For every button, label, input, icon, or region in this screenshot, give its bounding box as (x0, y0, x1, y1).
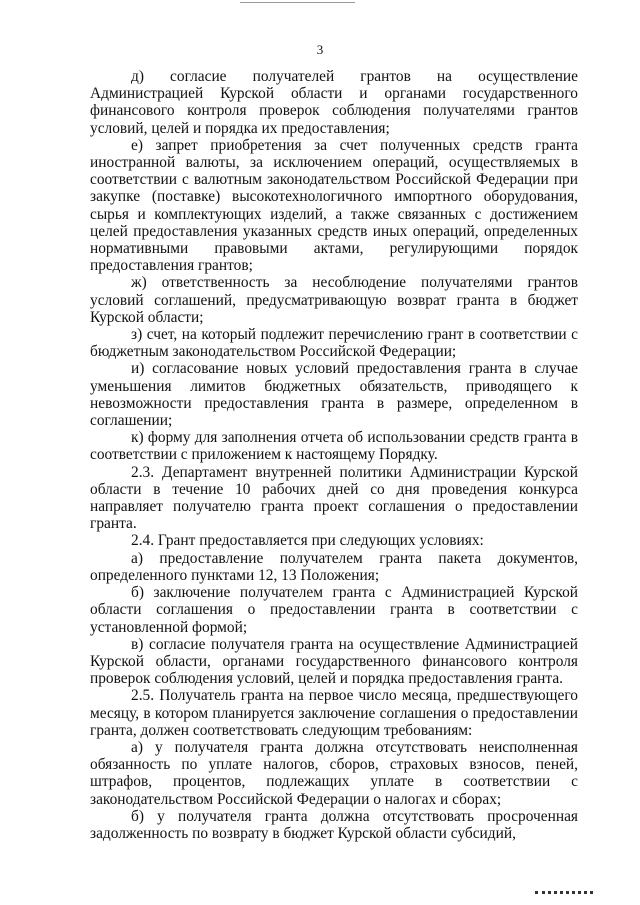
paragraph-d: д) согласие получателей грантов на осуществление Администрацией Курской области и органами государственного финансового контроля проверок соблюдения получателями грантов условий, целей и порядка их предоставления; (90, 68, 578, 137)
bottom-edge-mark (535, 891, 593, 894)
paragraph-2-4-a: а) предоставление получателем гранта пакета документов, определенного пунктами 12, 13 Положения; (90, 549, 578, 584)
paragraph-2-4-b: б) заключение получателем гранта с Администрацией Курской области соглашения о предоставлении гранта в соответствии с установленной формой; (90, 584, 578, 636)
paragraph-k: к) форму для заполнения отчета об использовании средств гранта в соответствии с приложением к настоящему Порядку. (90, 429, 578, 464)
top-edge-line (240, 2, 355, 3)
paragraph-z: з) счет, на который подлежит перечислению грант в соответствии с бюджетным законодательством Российской Федерации; (90, 326, 578, 361)
paragraph-i: и) согласование новых условий предоставления гранта в случае уменьшения лимитов бюджетных обязательств, приводящего к невозможности предоставления гранта в размере, определенном в соглашении; (90, 360, 578, 430)
paragraph-2-4: 2.4. Грант предоставляется при следующих условиях: (131, 532, 484, 550)
paragraph-2-3: 2.3. Департамент внутренней политики Администрации Курской области в течение 10 рабочих дней со дня проведения конкурса направляет получателю гранта проект соглашения о предоставлении гранта. (90, 463, 578, 533)
paragraph-2-5-a: а) у получателя гранта должна отсутствовать неисполненная обязанность по уплате налогов, сборов, страховых взносов, пеней, штрафов, процентов, подлежащих уплате в соответствии с законодательством Российской Федерации о налогах и сборах; (90, 738, 578, 808)
document-body (90, 68, 578, 842)
page-number: 3 (316, 42, 324, 57)
paragraph-zh: ж) ответственность за несоблюдение получателями грантов условий соглашений, предусматривающую возврат гранта в бюджет Курской области; (90, 274, 578, 326)
paragraph-2-5: 2.5. Получатель гранта на первое число месяца, предшествующего месяцу, в котором планируется заключение соглашения о предоставлении гранта, должен соответствовать следующим требованиям: (90, 687, 578, 739)
paragraph-2-4-v: в) согласие получателя гранта на осуществление Администрацией Курской области, органами государственного финансового контроля проверок соблюдения условий, целей и порядка предоставления гранта. (90, 635, 578, 688)
paragraph-2-5-b: б) у получателя гранта должна отсутствовать просроченная задолженность по возврату в бюджет Курской области субсидий, (90, 807, 578, 842)
paragraph-e: е) запрет приобретения за счет полученных средств гранта иностранной валюты, за исключением операций, осуществляемых в соответствии с валютным законодательством Российской Федерации при закупке (поставке) высокотехнологичного импортного оборудования, сырья и комплектующих изделий, а также связанных с достижением целей предоставления указанных средств иных операций, определенных нормативными правовыми актами, регулирующими порядок предоставления грантов; (90, 136, 578, 275)
